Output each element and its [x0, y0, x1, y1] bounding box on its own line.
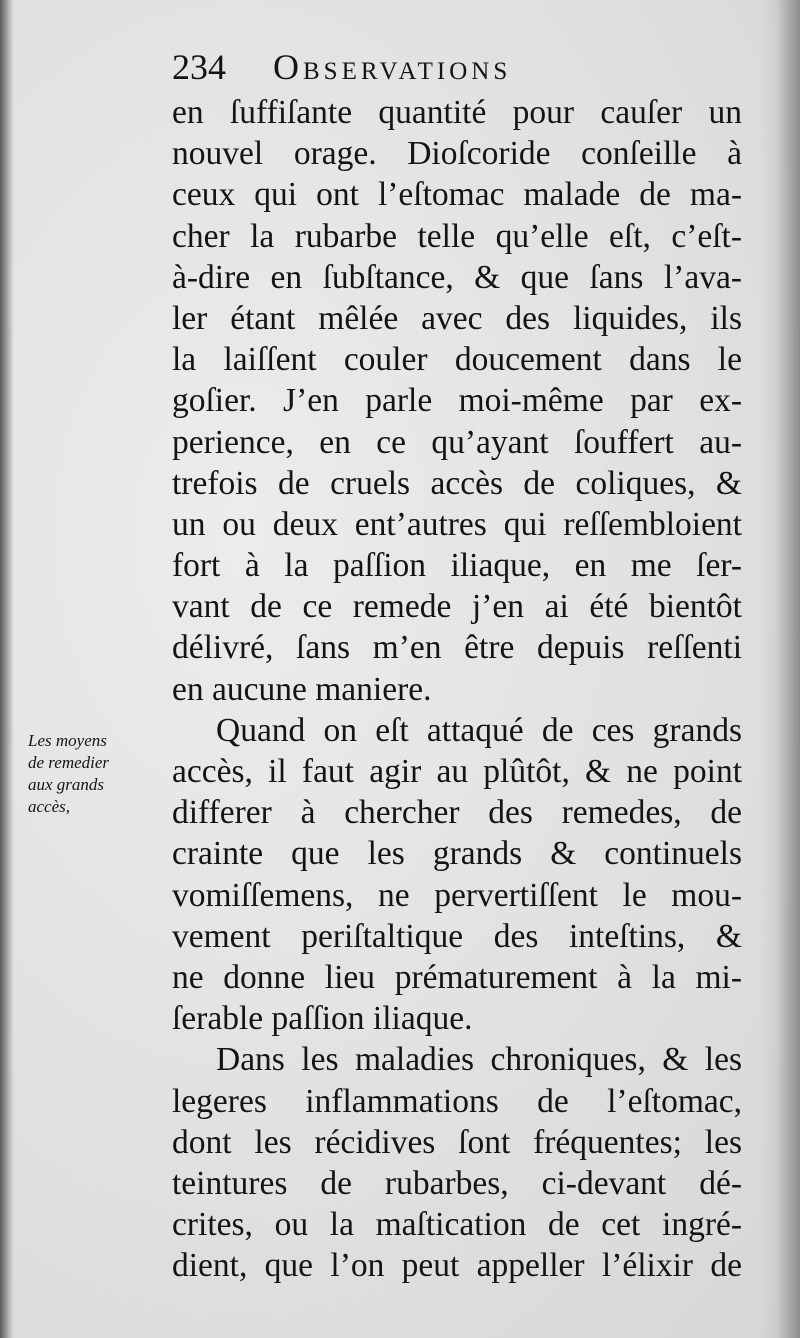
text-line: goſier. J’en parle moi-même par ex- [172, 382, 742, 420]
margin-note [28, 730, 158, 818]
text-line: accès, il faut agir au plûtôt, & ne point [172, 753, 742, 790]
text-line: un ou deux ent’autres qui reſſembloient [172, 505, 742, 543]
margin-note-line: Les moyens [28, 731, 107, 750]
text-line: ne donne lieu prématurement à la mi- [172, 958, 742, 996]
text-line: vant de ce remede j’en ai été bientôt [172, 588, 742, 626]
edge-shadow [760, 0, 800, 1338]
text-line: vement periſtaltique des inteſtins, & [172, 917, 742, 955]
margin-note-line: aux grands [28, 775, 105, 794]
gutter-shadow [0, 0, 14, 1338]
text-line: à-dire en ſubſtance, & que ſans l’ava- [172, 258, 742, 296]
text-line: Dans les maladies chroniques, & les [216, 1041, 742, 1079]
text-line: nouvel orage. Dioſcoride conſeille à [172, 135, 742, 173]
text-line: dont les récidives ſont fréquentes; les [172, 1123, 742, 1161]
text-line: en ſuffiſante quantité pour cauſer un [172, 94, 742, 131]
running-title: Observations [273, 47, 512, 87]
text-line: fort à la paſſion iliaque, en me ſer- [172, 547, 742, 585]
text-line: Quand on eſt attaqué de ces grands [216, 711, 742, 749]
text-line: la laiſſent couler doucement dans le [172, 341, 742, 379]
page-number: 234 [172, 47, 226, 87]
text-line: vomiſſemens, ne pervertiſſent le mou- [172, 876, 742, 914]
text-line: differer à chercher des remedes, de [172, 794, 742, 832]
text-line: legeres inflammations de l’eſtomac, [172, 1082, 742, 1120]
text-line: ceux qui ont l’eſtomac malade de ma- [172, 176, 742, 214]
text-line: ſerable paſſion iliaque. [172, 1000, 473, 1038]
text-line: teintures de rubarbes, ci-devant dé- [172, 1164, 742, 1202]
text-line: ler étant mêlée avec des liquides, ils [172, 299, 742, 337]
text-line: dient, que l’on peut appeller l’élixir de [172, 1247, 742, 1285]
page-header [172, 44, 752, 90]
text-line: crainte que les grands & continuels [172, 835, 742, 873]
text-line: perience, en ce qu’ayant ſouffert au- [172, 423, 742, 461]
text-line: en aucune maniere. [172, 670, 432, 708]
margin-note-line: accès, [28, 797, 71, 816]
text-line: trefois de cruels accès de coliques, & [172, 464, 742, 502]
margin-note-line: de remedier [28, 753, 110, 772]
body-text [172, 92, 742, 1286]
text-line: crites, ou la maſtication de cet ingré- [172, 1206, 742, 1244]
text-line: cher la rubarbe telle qu’elle eſt, c’eſt- [172, 217, 742, 255]
text-line: délivré, ſans m’en être depuis reſſenti [172, 629, 742, 667]
